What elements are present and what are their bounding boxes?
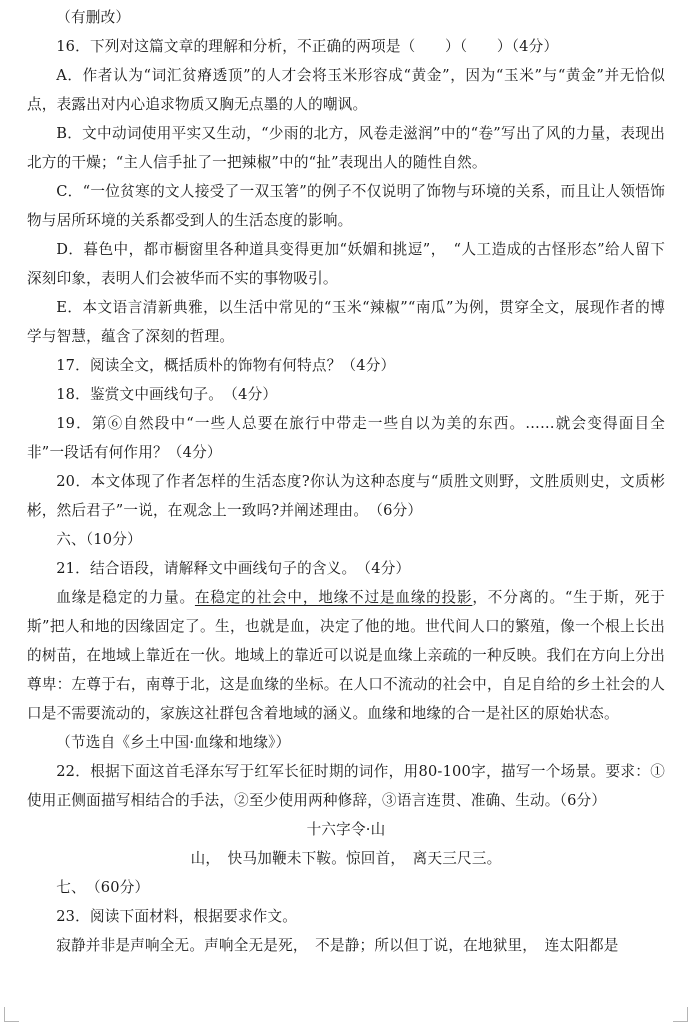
document-page xyxy=(27,3,665,960)
passage-paragraph xyxy=(27,583,665,728)
page-corner-mark-right xyxy=(673,1007,688,1022)
source-note: （有删改） xyxy=(56,9,131,26)
section-7-heading: 七、 （60分） xyxy=(56,879,150,896)
question-16: 16．下列对这篇文章的理解和分析，不正确的两项是（ ）（ ）（4分） xyxy=(56,38,559,55)
page-corner-mark-left xyxy=(4,1007,19,1022)
passage-text-rest: ，不分离的。“生于斯，死于斯”把人和地的因缘固定了。生，也就是血，决定了他的地。世代间人口的繁殖，像一个根上长出的树苗，在地域上靠近在一伙。地域上的靠近可以说是血缘上亲疏的一种反映。我们在方向上分出尊卑：左尊于右，南尊于北，这是血缘的坐标。在人口不流动的社会中，自足自给的乡土社会的人口是不需要流动的，家族这社群包含着地域的涵义。血缘和地缘的合一是社区的原始状态。 xyxy=(27,589,665,722)
question-23: 23．阅读下面材料，根据要求作文。 xyxy=(56,908,298,925)
section-6-heading: 六、（10分） xyxy=(56,531,142,548)
option-16a: A．作者认为“词汇贫瘠透顶”的人才会将玉米形容成“黄金”，因为“玉米”与“黄金”并无恰似点，表露出对内心追求物质又胸无点墨的人的嘲讽。 xyxy=(27,67,665,113)
question-21: 21．结合语段，请解释文中画线句子的含义。 （4分） xyxy=(56,560,411,577)
question-18: 18．鉴赏文中画线句子。 （4分） xyxy=(56,386,278,403)
option-16e: E．本文语言清新典雅，以生活中常见的“玉米“辣椒”“南瓜”为例，贯穿全文，展现作者的博学与智慧，蕴含了深刻的哲理。 xyxy=(27,299,665,345)
passage-text-start: 血缘是稳定的力量。 xyxy=(56,589,195,606)
option-16c: C．“一位贫寒的文人接受了一双玉箸”的例子不仅说明了饰物与环境的关系，而且让人领悟饰物与居所环境的关系都受到人的生活态度的影响。 xyxy=(27,183,665,229)
question-23-material: 寂静并非是声响全无。声响全无是死， 不是静；所以但丁说，在地狱里， 连太阳都是 xyxy=(56,937,619,954)
passage-source: （节选自《乡土中国·血缘和地缘》） xyxy=(56,734,291,751)
question-20: 20．本文体现了作者怎样的生活态度?你认为这种态度与“质胜文则野，文胜质则史，文质彬彬，然后君子”一说，在观念上一致吗?并阐述理由。 （6分） xyxy=(27,473,665,519)
underlined-sentence: 在稳定的社会中，地缘不过是血缘的投影 xyxy=(194,589,473,606)
option-16d: D．暮色中，都市橱窗里各种道具变得更加“妖媚和挑逗”， “人工造成的古怪形态”给人留下深刻印象，表明人们会被华而不实的事物吸引。 xyxy=(27,241,665,287)
question-22: 22．根据下面这首毛泽东写于红军长征时期的词作，用80-100字，描写一个场景。要求：①使用正侧面描写相结合的手法，②至少使用两种修辞，③语言连贯、准确、生动。（6分） xyxy=(27,763,665,809)
poem-line: 山， 快马加鞭未下鞍。惊回首， 离天三尺三。 xyxy=(190,850,502,867)
question-19: 19．第⑥自然段中“一些人总要在旅行中带走一些自以为美的东西。……就会变得面目全非”一段话有何作用？（4分） xyxy=(27,415,665,461)
option-16b: B．文中动词使用平实又生动，“少雨的北方，风卷走滋润”中的“卷”写出了风的力量，表现出北方的干燥；“主人信手扯了一把辣椒”中的“扯”表现出人的随性自然。 xyxy=(27,125,665,171)
poem-title: 十六字令·山 xyxy=(306,821,386,838)
question-17: 17．阅读全文，概括质朴的饰物有何特点？（4分） xyxy=(56,357,396,374)
